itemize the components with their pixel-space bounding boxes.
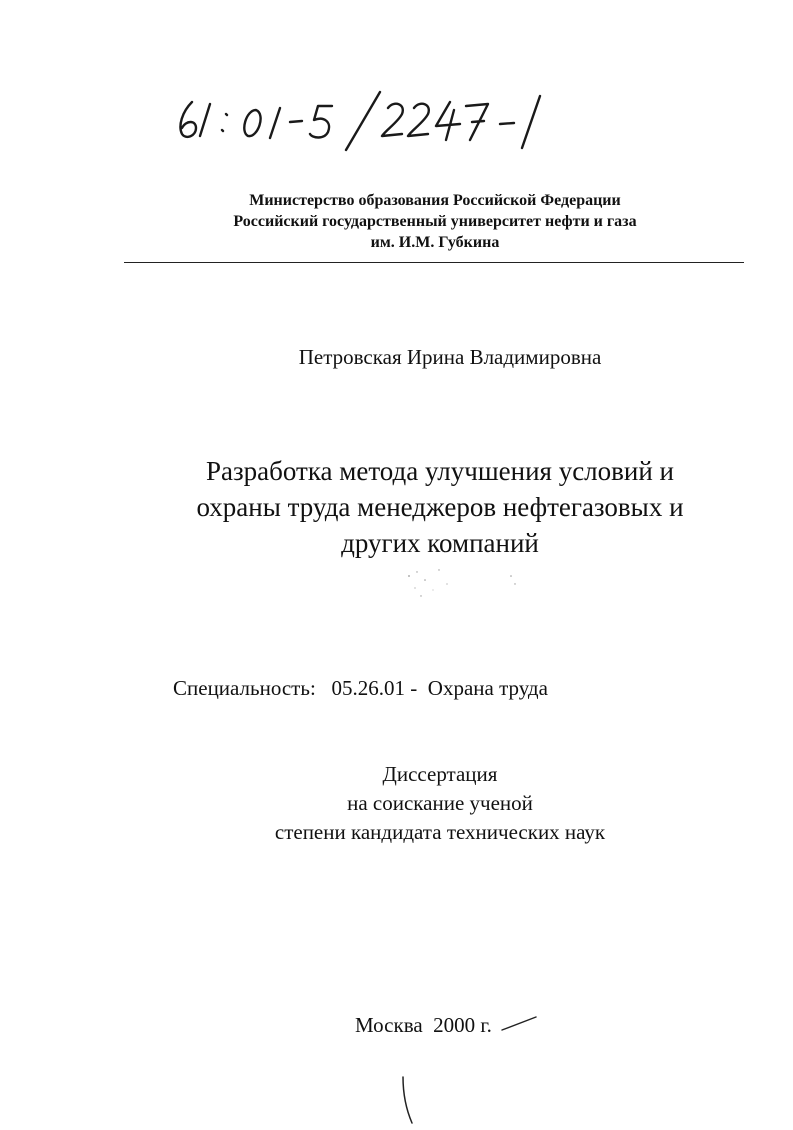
university-name: Российский государственный университет нефти и газа: [233, 213, 637, 230]
city-name: Москва: [355, 1013, 423, 1037]
handwritten-archive-code: [170, 88, 590, 158]
header-divider: [124, 262, 744, 263]
place-year: [355, 1013, 492, 1038]
dissertation-type: Диссертация: [382, 762, 498, 786]
title-line-2: охраны труда менеджеров нефтегазовых и: [196, 492, 684, 522]
title-line-1: Разработка метода улучшения условий и: [206, 456, 674, 486]
dissertation-title: [90, 453, 790, 561]
dissertation-degree: степени кандидата технических наук: [274, 820, 606, 844]
specialty-line: [173, 676, 548, 701]
dissertation-info: [190, 760, 690, 847]
author-name: Петровская Ирина Владимировна: [298, 345, 602, 369]
specialty-label: Специальность:: [173, 676, 316, 700]
specialty-name: Охрана труда: [427, 676, 548, 700]
specialty-code: 05.26.01 -: [331, 676, 418, 700]
dissertation-purpose: на соискание ученой: [347, 791, 533, 815]
ministry-name: Министерство образования Российской Федерации: [249, 192, 621, 209]
pen-stroke-mark: [500, 1014, 540, 1034]
title-line-3: других компаний: [341, 528, 539, 558]
scan-noise: [395, 562, 525, 602]
margin-pen-stroke: [398, 1075, 418, 1125]
organization-header: [130, 190, 740, 253]
university-dedication: им. И.М. Губкина: [370, 234, 500, 251]
year: 2000 г.: [433, 1013, 492, 1037]
